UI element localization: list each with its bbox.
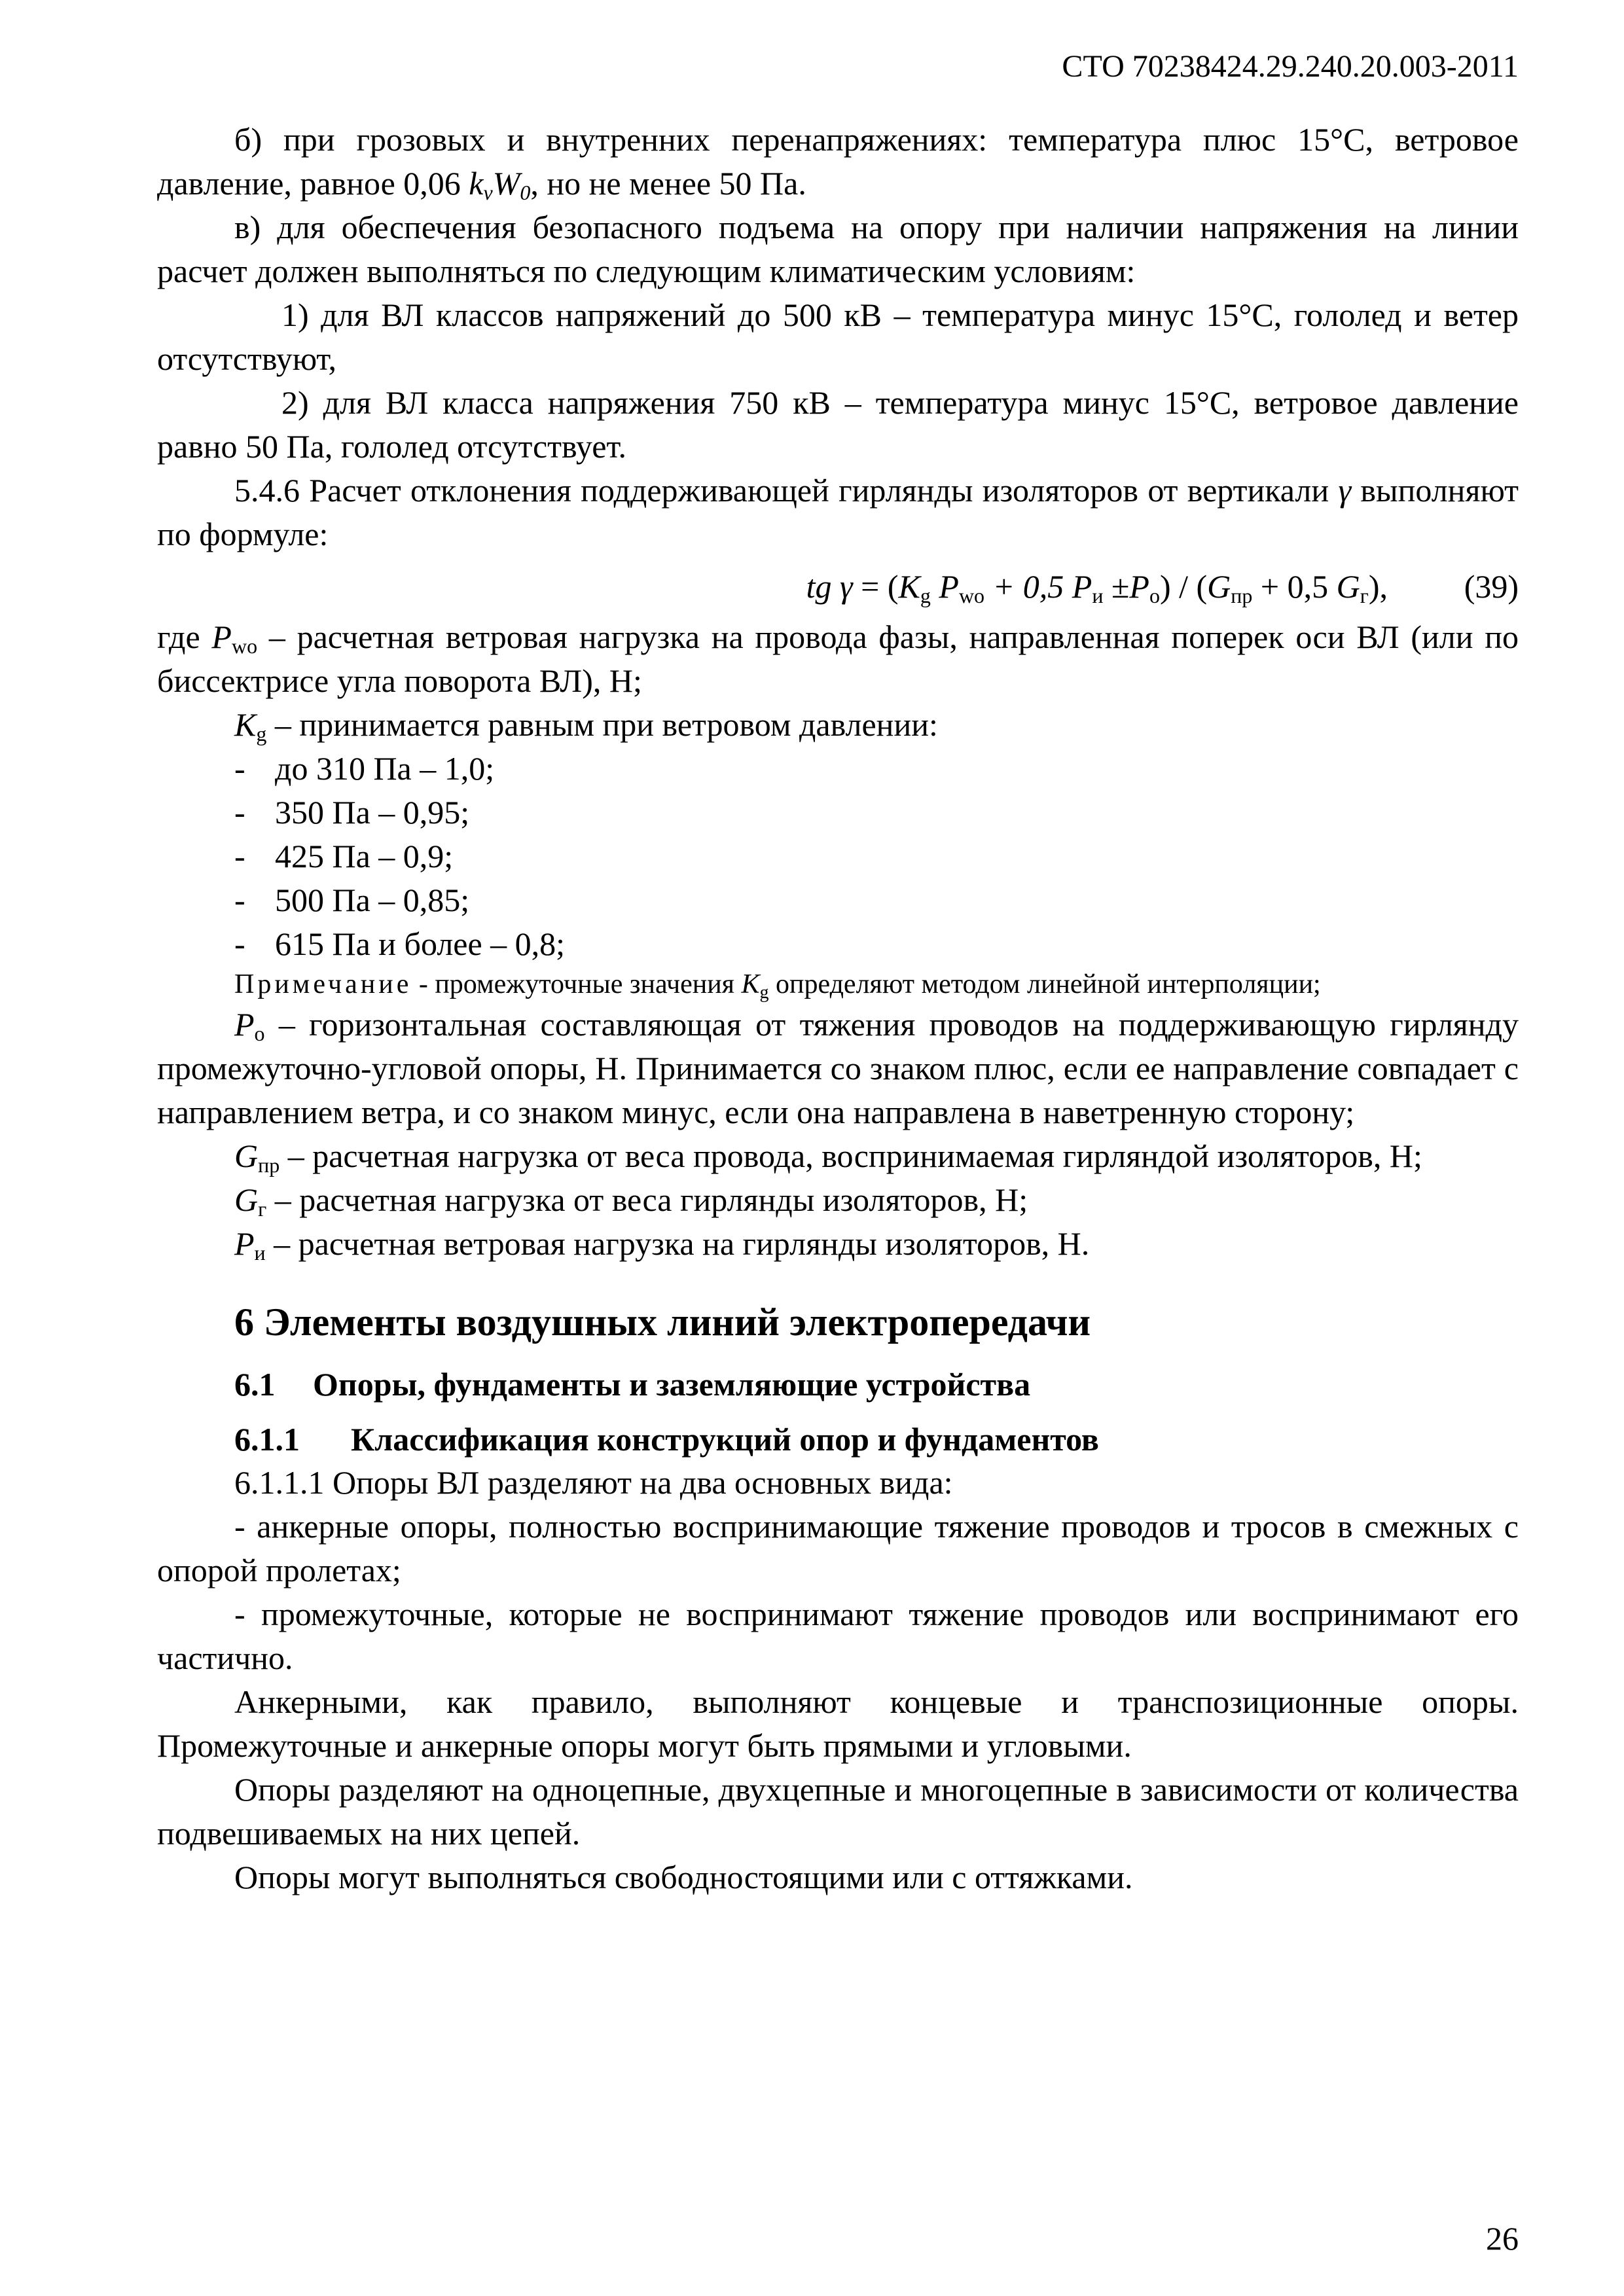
paragraph-guyed: Опоры могут выполняться свободностоящими или с оттяжками. bbox=[234, 1859, 1133, 1895]
where-sym: P bbox=[211, 619, 232, 655]
formula-pm: ± bbox=[1103, 568, 1130, 605]
paragraph-b-text: б) при грозовых и внутренних перенапряжениях: температура плюс 15°С, ветровое давление, равное 0,06 bbox=[157, 121, 1519, 202]
gpr-def-text: – расчетная нагрузка от веса провода, воспринимаемая гирляндой изоляторов, Н; bbox=[280, 1138, 1422, 1174]
note-sym: K bbox=[741, 969, 760, 999]
list-item-text: до 310 Па – 1,0; bbox=[275, 750, 495, 787]
po-def-sym: P bbox=[234, 1006, 255, 1043]
formula-kg: K bbox=[898, 568, 920, 605]
kg-def-sub: g bbox=[256, 722, 267, 745]
formula-gpr-sub: пр bbox=[1231, 584, 1253, 607]
paragraph-circuits: Опоры разделяют на одноцепные, двухцепные и многоцепные в зависимости от количества подвешиваемых на них цепей. bbox=[157, 1771, 1519, 1852]
document-page bbox=[157, 0, 1519, 2296]
formula-tg: tg γ bbox=[806, 568, 853, 605]
w0-sub: 0 bbox=[520, 181, 531, 204]
pi-definition bbox=[157, 1222, 1519, 1266]
gpr-def-sym: G bbox=[234, 1138, 259, 1174]
paragraph-546-after: выполняют по формуле: bbox=[157, 472, 1519, 552]
note-label: Примечание bbox=[234, 969, 412, 999]
formula-plus: + 0,5 bbox=[984, 568, 1072, 605]
pi-def-sub: и bbox=[254, 1241, 266, 1265]
po-def-sub: о bbox=[254, 1022, 265, 1045]
formula-end: ), bbox=[1368, 568, 1388, 605]
paragraph-anchor-supports: - анкерные опоры, полностью воспринимающие тяжение проводов и тросов в смежных с опорой пролетах; bbox=[157, 1508, 1519, 1588]
kv-sub: v bbox=[483, 181, 493, 204]
formula-pi-sub: и bbox=[1092, 584, 1104, 607]
kg-def-sym: K bbox=[234, 706, 257, 743]
formula-pwo: P bbox=[930, 568, 959, 605]
formula-po-sub: o bbox=[1149, 584, 1160, 607]
note-sub: g bbox=[759, 982, 769, 1003]
list-item-text: 350 Па – 0,95; bbox=[275, 794, 470, 831]
gg-def-sym: G bbox=[234, 1181, 259, 1218]
formula-expression bbox=[806, 560, 1388, 613]
paragraph-v: в) для обеспечения безопасного подъема на опору при наличии напряжения на линии расчет должен выполняться по следующим климатическим условиям: bbox=[157, 209, 1519, 289]
paragraph-v2: 2) для ВЛ класса напряжения 750 кВ – температура минус 15°С, ветровое давление равно 50 Па, гололед отсутствует. bbox=[157, 384, 1519, 465]
paragraph-6111: 6.1.1.1 Опоры ВЛ разделяют на два основных вида: bbox=[234, 1464, 953, 1501]
paragraph-intermediate-supports: - промежуточные, которые не воспринимают тяжение проводов или воспринимают его частично. bbox=[157, 1596, 1519, 1676]
kg-value-list bbox=[157, 747, 1519, 966]
section-6-1-title: Опоры, фундаменты и заземляющие устройства bbox=[313, 1366, 1031, 1403]
list-item-text: 500 Па – 0,85; bbox=[275, 882, 470, 918]
kv-symbol bbox=[469, 165, 530, 202]
paragraph-546-before: 5.4.6 Расчет отклонения поддерживающей гирлянды изоляторов от вертикали bbox=[234, 472, 1339, 509]
paragraph-b bbox=[157, 118, 1519, 206]
section-6-heading: 6 Элементы воздушных линий электропередачи bbox=[234, 1300, 1091, 1344]
formula-kg-sub: g bbox=[920, 584, 931, 607]
gg-def-sub: г bbox=[258, 1197, 267, 1221]
paragraph-b-tail: , но не менее 50 Па. bbox=[530, 165, 806, 202]
note-text1: - промежуточные значения bbox=[412, 969, 742, 999]
list-item: - 425 Па – 0,9; bbox=[234, 838, 454, 874]
gg-definition bbox=[157, 1178, 1519, 1222]
formula-eq: = ( bbox=[852, 568, 899, 605]
formula-gg: G bbox=[1336, 568, 1360, 605]
pi-def-text: – расчетная ветровая нагрузка на гирлянды изоляторов, Н. bbox=[265, 1225, 1090, 1262]
formula-pi: P bbox=[1072, 568, 1092, 605]
formula-plus2: + 0,5 bbox=[1252, 568, 1337, 605]
formula-gpr: G bbox=[1207, 568, 1231, 605]
list-item-text: 425 Па – 0,9; bbox=[275, 838, 454, 874]
section-6-1-1-number: 6.1.1 bbox=[234, 1421, 300, 1458]
list-item: - 615 Па и более – 0,8; bbox=[234, 925, 566, 962]
pi-def-sym: P bbox=[234, 1225, 255, 1262]
kg-def-text: – принимается равным при ветровом давлении: bbox=[266, 706, 938, 743]
w0-letter: W bbox=[492, 165, 520, 202]
note-text2: определяют методом линейной интерполяции; bbox=[768, 969, 1321, 999]
kv-letter: k bbox=[469, 165, 484, 202]
po-def-text: – горизонтальная составляющая от тяжения проводов на поддерживающую гирлянду промежуточно-угловой опоры, Н. Принимается со знаком плюс, если ее направление совпадает с направлением ветра, и со знаком минус, если она направлена в наветренную сторону; bbox=[157, 1006, 1519, 1130]
gpr-definition bbox=[157, 1134, 1519, 1178]
section-6-1-number: 6.1 bbox=[234, 1366, 276, 1403]
formula-pwo-sub: wo bbox=[958, 584, 985, 607]
section-6-1-heading bbox=[234, 1363, 1519, 1406]
gpr-def-sub: пр bbox=[258, 1153, 280, 1177]
formula-gg-sub: г bbox=[1360, 584, 1369, 607]
where-lead: где bbox=[157, 619, 212, 655]
section-6-1-1-title: Классификация конструкций опор и фундаментов bbox=[351, 1421, 1099, 1458]
kg-definition bbox=[157, 703, 1519, 747]
document-body bbox=[157, 118, 1519, 1899]
where-sub: wo bbox=[231, 634, 258, 658]
where-pwo bbox=[157, 615, 1519, 703]
list-item: - до 310 Па – 1,0; bbox=[234, 750, 495, 787]
where-text: – расчетная ветровая нагрузка на провода фазы, направленная поперек оси ВЛ (или по биссектрисе угла поворота ВЛ), Н; bbox=[157, 619, 1519, 699]
formula-39 bbox=[157, 560, 1519, 613]
formula-po: P bbox=[1129, 568, 1149, 605]
po-definition bbox=[157, 1003, 1519, 1134]
paragraph-v1: 1) для ВЛ классов напряжений до 500 кВ – температура минус 15°С, гололед и ветер отсутствуют, bbox=[157, 296, 1519, 377]
paragraph-anchor-types: Анкерными, как правило, выполняют концевые и транспозиционные опоры. Промежуточные и анкерные опоры могут быть прямыми и угловыми. bbox=[157, 1683, 1519, 1764]
note bbox=[157, 967, 1519, 1001]
formula-mid: ) / ( bbox=[1159, 568, 1208, 605]
section-6-1-1-heading bbox=[234, 1418, 1519, 1461]
paragraph-546 bbox=[157, 469, 1519, 556]
list-item: - 500 Па – 0,85; bbox=[234, 882, 470, 918]
page-number: 26 bbox=[1486, 2220, 1519, 2257]
list-item-text: 615 Па и более – 0,8; bbox=[275, 925, 566, 962]
formula-number: (39) bbox=[1464, 568, 1519, 605]
gg-def-text: – расчетная нагрузка от веса гирлянды изоляторов, Н; bbox=[266, 1181, 1028, 1218]
gamma-symbol: γ bbox=[1338, 472, 1352, 509]
list-item: - 350 Па – 0,95; bbox=[234, 794, 470, 831]
document-code: СТО 70238424.29.240.20.003-2011 bbox=[1062, 49, 1519, 84]
